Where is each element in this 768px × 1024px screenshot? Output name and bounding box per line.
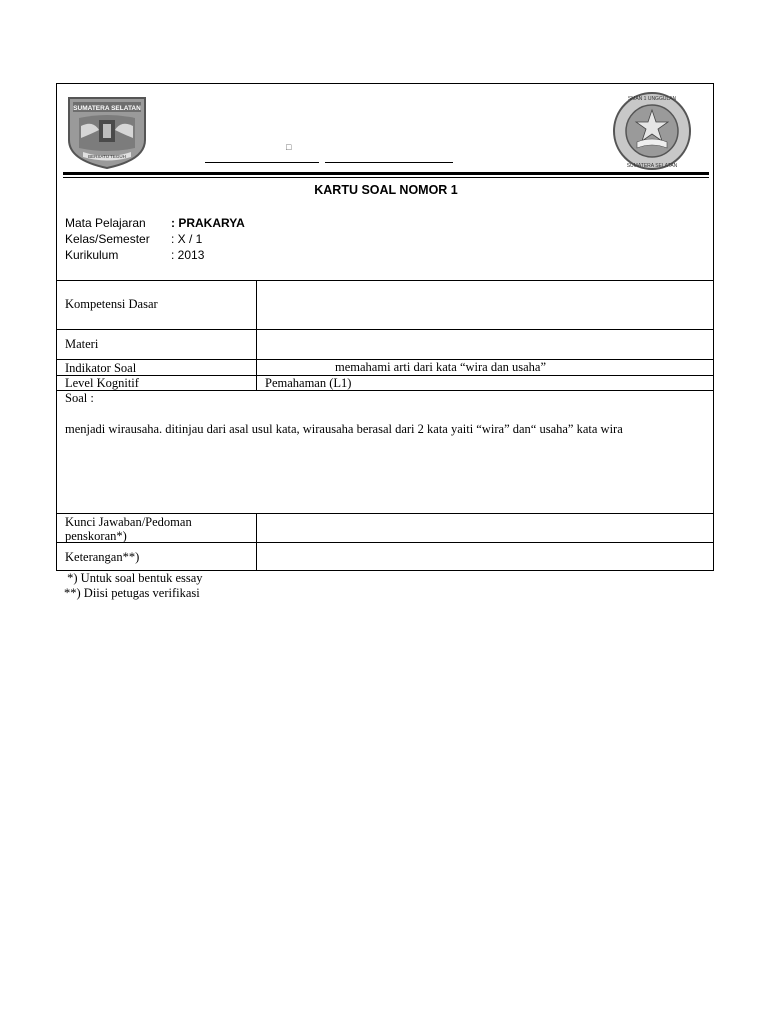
svg-text:SUMATERA SELATAN: SUMATERA SELATAN <box>626 163 678 169</box>
svg-text:SUMATERA SELATAN: SUMATERA SELATAN <box>73 105 141 112</box>
class-label: Kelas/Semester <box>65 232 150 246</box>
kunci-label: Kunci Jawaban/Pedoman penskoran*) <box>65 515 192 543</box>
column-divider <box>256 280 257 390</box>
header-rule-thick <box>63 172 709 175</box>
column-divider <box>256 513 257 571</box>
signature-line-left <box>205 162 319 163</box>
header-rule-thin <box>63 177 709 178</box>
row-divider <box>57 329 713 330</box>
svg-text:SMAN 1 UNGGULAN: SMAN 1 UNGGULAN <box>627 96 677 102</box>
curriculum-value: : 2013 <box>171 248 205 262</box>
materi-label: Materi <box>65 337 99 351</box>
indikator-value: memahami arti dari kata “wira dan usaha” <box>335 360 547 374</box>
level-label: Level Kognitif <box>65 376 139 390</box>
row-divider <box>57 375 713 376</box>
placeholder-glyph: □ <box>286 142 292 152</box>
row-divider <box>57 280 713 281</box>
footnote-essay: *) Untuk soal bentuk essay <box>64 571 203 585</box>
footnote-verification: **) Diisi petugas verifikasi <box>64 586 200 600</box>
soal-text: menjadi wirausaha. ditinjau dari asal usul kata, wirausaha berasal dari 2 kata yaiti “wira” dan“ usaha” kata wira <box>65 422 623 436</box>
svg-text:BERSATU TEGUH: BERSATU TEGUH <box>88 154 126 159</box>
row-divider <box>57 390 713 391</box>
level-value: Pemahaman (L1) <box>265 376 352 390</box>
signature-line-right <box>325 162 453 163</box>
subject-label: Mata Pelajaran <box>65 216 146 230</box>
school-seal-icon <box>611 90 693 172</box>
question-card <box>56 83 714 571</box>
card-title: KARTU SOAL NOMOR 1 <box>314 183 458 197</box>
soal-label: Soal : <box>65 391 94 405</box>
curriculum-label: Kurikulum <box>65 248 119 262</box>
class-value: : X / 1 <box>171 232 203 246</box>
indikator-label: Indikator Soal <box>65 361 137 375</box>
row-divider <box>57 513 713 514</box>
province-emblem-icon <box>65 94 149 170</box>
kd-label: Kompetensi Dasar <box>65 297 158 311</box>
subject-value: : PRAKARYA <box>171 216 245 230</box>
keterangan-label: Keterangan**) <box>65 550 140 564</box>
